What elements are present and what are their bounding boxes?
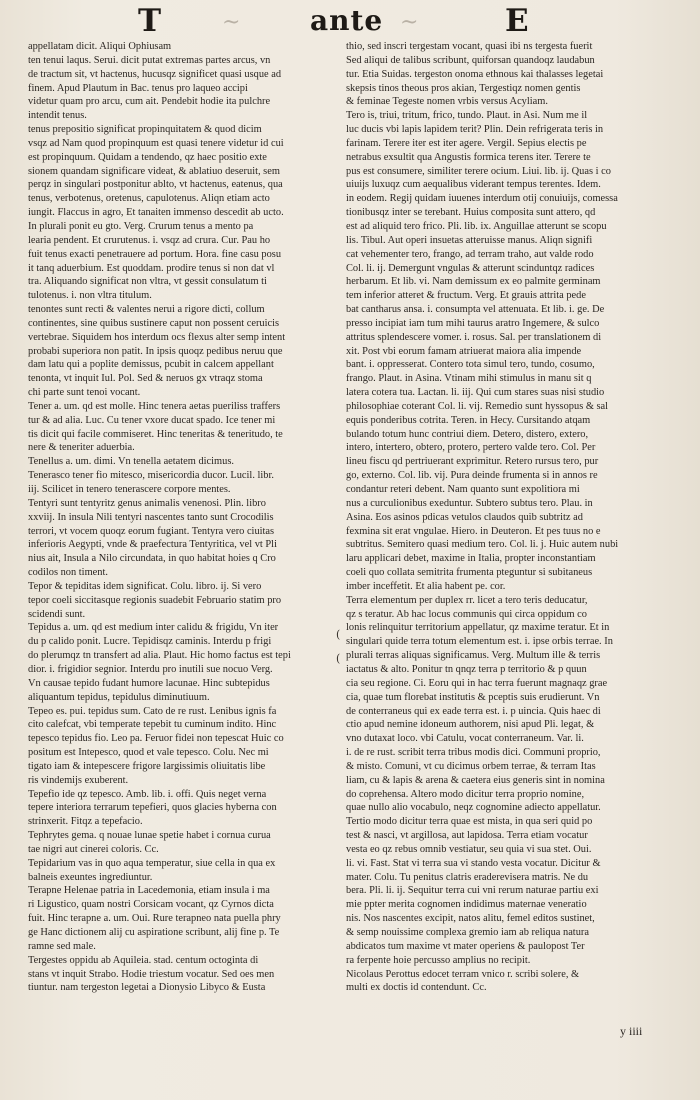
text-line: Tepeo es. pui. tepidus sum. Cato de re rust. Lenibus ignis fa bbox=[28, 705, 277, 717]
text-line: thio, sed inscri tergestam vocant, quasi ibi ns tergesta fuerit bbox=[346, 41, 593, 52]
text-line: plurali terras aliquas significamus. Verg. Multum ille & terris bbox=[346, 650, 601, 662]
text-line: cia, quae tum florebat institutis & pceptis suis erudierunt. Vn bbox=[346, 691, 600, 703]
text-line: tiuntur. nam tergeston legetai a Dionysio Libyco & Eusta bbox=[28, 982, 266, 994]
text-line: test & nasci, vt argillosa, aut lapidosa. Terra etiam vocatur bbox=[346, 830, 588, 842]
text-line: uiuijs luxuqz cum aequalibus viderant tempus terentes. Idem. bbox=[346, 179, 601, 191]
text-line: Terra elementum per duplex rr. licet a tero teris deducatur, bbox=[346, 594, 588, 606]
text-line: tis dicit qui facile commiseret. Hinc teneritas & teneritudo, te bbox=[28, 428, 283, 440]
text-line: condantur reteri debent. Nam quanto sunt expolitiora mi bbox=[346, 484, 580, 495]
text-line: & misto. Comuni, vt cu dicimus orbem terrae, & terram Itas bbox=[346, 760, 596, 772]
text-line: lineu fiscu qd pertriuerant exprimitur. Retero rursus tero, pur bbox=[346, 456, 599, 468]
text-line: bant. i. oppresserat. Contero tota simul tero, tundo, cosumo, bbox=[346, 359, 595, 371]
text-line: Nicolaus Perottus edocet terram vnico r. scribi solere, & bbox=[346, 968, 580, 980]
text-line: perqz in singulari postponitur ablto, vt hactenus, eatenus, qua bbox=[28, 179, 283, 191]
running-head-left-initial: T bbox=[138, 3, 162, 39]
folio-signature: y iiii bbox=[620, 1024, 643, 1038]
text-line: qz s teratur. Ab hac locus communis qui circa oppidum co bbox=[346, 608, 587, 620]
text-line: tepere interiora terrarum tepefieri, quos glacies hyberna con bbox=[28, 802, 277, 814]
text-line: videtur quam pro arcu, cum ait. Pendebit hodie ita pulchre bbox=[28, 96, 271, 108]
text-line: frango. Plaut. in Asina. Vtinam mihi stimulus in manu sit q bbox=[346, 373, 592, 385]
text-line: Col. li. ij. Demergunt vngulas & atterunt scinduntqz radices bbox=[346, 262, 595, 274]
text-line: vno dutaxat loco. vbi Catulu, vocat conterraneum. Var. li. bbox=[346, 733, 584, 745]
text-line: in eodem. Regij quidam iuuenes interdum otij conuiuijs, comessa bbox=[346, 193, 618, 205]
running-head bbox=[0, 4, 700, 40]
text-line: & feminae Tegeste nomen vrbis versus Acyliam. bbox=[346, 96, 548, 108]
text-line: Tepidus a. um. qd est medium inter calidu & frigidu, Vn iter bbox=[28, 622, 279, 634]
text-line: codilos non timent. bbox=[28, 567, 108, 579]
text-line: de conterraneus qui ex eade terra est. i. p uincia. Quis haec di bbox=[346, 705, 601, 717]
text-line: tepor coeli siccitasque regionis suadebit Februario statim pro bbox=[28, 594, 282, 606]
text-line: singulari quide terra totum elementum est. i. ipse orbis terrae. In bbox=[346, 636, 613, 648]
text-line: tionibusqz inter se terebant. Huius composita sunt attero, qd bbox=[346, 207, 596, 219]
text-line: Terapne Helenae patria in Lacedemonia, etiam insula i ma bbox=[28, 885, 270, 897]
text-line: fuit. Hinc terapne a. um. Oui. Rure terapneo nata puella phry bbox=[28, 913, 281, 925]
text-line: scidendi sunt. bbox=[28, 608, 86, 620]
text-line: tur. Etia Suidas. tergeston onoma ethnous kai thalasses legetai bbox=[346, 68, 604, 80]
text-line: iij. Scilicet in tenero tenerascere corpore mentes. bbox=[28, 484, 231, 495]
text-line: Tepefio ide qz tepesco. Amb. lib. i. offi. Quis neget verna bbox=[28, 788, 267, 800]
text-line: skepsis tinos theous pros akian, Tergestiqz nomen gentis bbox=[346, 82, 581, 94]
text-line: Tephrytes gema. q nouae lunae spetie habet i cornua curua bbox=[28, 830, 271, 842]
text-line: finem. Apud Plautum in Bac. tenus pro laqueo accipi bbox=[28, 82, 248, 94]
text-line: lonis relinquitur territorium appellatur, qz maxime teratur. Et in bbox=[346, 622, 610, 634]
text-line: probabi superiora non patit. In ipsis quoqz pedibus neruu que bbox=[28, 345, 283, 357]
text-line: dam latu qui a poplite demissus, pcubit in calcem appellant bbox=[28, 359, 274, 371]
text-line: quae nullo alio vocabulo, neqz cognomine adiecto appellatur. bbox=[346, 802, 601, 814]
text-line: Sed aliqui de talibus scribunt, quiforsan quandoqz laudabun bbox=[346, 54, 595, 66]
text-line: lis. Tibul. Aut operi insuetas atteruisse manus. Aliqn signifi bbox=[346, 234, 593, 246]
text-line: learia pendent. Et crurutenus. i. vsqz ad crura. Cur. Pau ho bbox=[28, 234, 271, 246]
text-line: netrabus exsultit qua Angustis formica terens iter. Terere te bbox=[346, 151, 591, 163]
text-line: aliquantum tepidus, tepidulus diminutiuum. bbox=[28, 691, 210, 703]
text-line: Tertio modo dicitur terra quae est mista, in qua seri quid po bbox=[346, 816, 593, 828]
text-line: fexmina sit erat vngulae. Hiero. in Deuteron. Et pes tuus no e bbox=[346, 525, 601, 537]
text-line: xxviij. In insula Nili tentyri nascentes tanto sunt Crocodilis bbox=[28, 511, 274, 523]
running-head-word: ante bbox=[310, 4, 384, 37]
text-line: tenonta, vt inquit Iul. Pol. Sed & neruos gx vtraqz stoma bbox=[28, 373, 263, 385]
text-line: inferioris Aegypti, vnde & praefectura Tentyritica, vel vt Pli bbox=[28, 539, 277, 551]
text-line: Tero is, triui, tritum, frico, tundo. Plaut. in Asi. Num me il bbox=[346, 110, 588, 122]
text-line: Tenellus a. um. dimi. Vn tenella aetatem dicimus. bbox=[28, 456, 234, 468]
text-line: intero, intertero, obtero, protero, pertero valde tero. Col. Per bbox=[346, 442, 596, 454]
text-line: vesta eo qz rebus omnib vestiatur, seu quia vi sua stet. Oui. bbox=[346, 843, 592, 855]
text-line: laru applicari debet, maxime in Italia, propter inconstantiam bbox=[346, 553, 596, 565]
left-text-column bbox=[28, 40, 334, 995]
text-line: continentes, sine quibus sustinere caput non possent ceruicis bbox=[28, 317, 280, 329]
text-line: bat cantharus ansa. i. consumpta vel attenuata. Et lib. i. ge. De bbox=[346, 304, 605, 316]
text-line: abdicatos tum maxime vt mater operiens & paulopost Ter bbox=[346, 940, 585, 952]
text-line: tae nigri aut cinerei coloris. Cc. bbox=[28, 843, 159, 855]
text-line: mater. Colu. Tu penitus clatris eraderevisera matris. Ne du bbox=[346, 871, 589, 883]
margin-bracket-mark: ( bbox=[336, 652, 341, 665]
text-line: herbarum. Et lib. vi. Nam demissum ex eo palmite germinam bbox=[346, 276, 601, 288]
text-line: chi parte sunt tenoi vocant. bbox=[28, 387, 141, 399]
text-line: balneis exeuntes ingrediuntur. bbox=[28, 871, 153, 883]
text-line: bulando totum hunc contriui diem. Detero, distero, extero, bbox=[346, 428, 589, 440]
text-line: nere & teneriter aduerbia. bbox=[28, 442, 135, 454]
text-line: latera cotera tua. Lactan. li. iij. Qui cum stares suas nisi studio bbox=[346, 387, 605, 399]
text-line: tenus prepositio significat propinquitatem & quod dicim bbox=[28, 124, 262, 136]
text-line: luc ducis vbi lapis lapidem terit? Plin. Dein refrigerata teris in bbox=[346, 124, 604, 136]
text-line: equis ponderibus cotrita. Teren. in Hecy. Cursitando atqam bbox=[346, 414, 591, 426]
text-line: cat vehementer tero, frango, ad terram traho, aut valde rodo bbox=[346, 248, 594, 260]
text-line: ri Ligustico, quam nostri Corsicam vocant, qz Cyrnos dicta bbox=[28, 899, 274, 911]
text-line: mie ppter merita cognomen indidimus maternae veneratio bbox=[346, 899, 587, 911]
text-line: i. de re rust. scribit terra tribus modis dici. Communi proprio, bbox=[346, 747, 601, 759]
text-line: cia seu regione. Ci. Eoru qui in hac terra fuerunt magnaqz grae bbox=[346, 677, 608, 689]
text-line: tulotenus. i. non vltra titulum. bbox=[28, 290, 152, 302]
text-line: attritus splendescere vomer. i. rosus. Sal. per translationem di bbox=[346, 331, 602, 343]
text-line: do coprehensa. Altero modo dicitur terra proprio nomine, bbox=[346, 788, 585, 800]
text-line: multi ex doctis id contendunt. Cc. bbox=[346, 982, 487, 994]
text-line: xit. Post vbi eorum famam atriuerat maiora alia impende bbox=[346, 345, 582, 357]
text-line: Tentyri sunt tentyritz genus animalis venenosi. Plin. libro bbox=[28, 497, 266, 509]
text-line: est propinquum. Quidam a tendendo, qz haec positio exte bbox=[28, 151, 267, 163]
text-line: du p calido ponit. Lucre. Tepidisqz caminis. Interdu p frigi bbox=[28, 636, 272, 648]
text-line: strinxerit. Fitqz a tepefacio. bbox=[28, 816, 143, 828]
text-line: Tener a. um. qd est molle. Hinc tenera aetas pueriliss traffers bbox=[28, 400, 281, 412]
text-line: cito calefcat, vbi temperate tepebit tu cuminum indito. Hinc bbox=[28, 719, 277, 731]
text-line: tem inferior atteret & fructum. Verg. Et grauis attrita pede bbox=[346, 290, 586, 302]
text-line: pus est consumere, similiter terere ocium. Liui. lib. ij. Quas i co bbox=[346, 165, 611, 177]
text-line: stans vt inquit Strabo. Hodie triestum vocatur. Sed oes men bbox=[28, 968, 275, 980]
text-line: nius ait, Insula a Nilo circundata, in quo habitat hoies q Cro bbox=[28, 553, 276, 565]
text-line: ge Hanc dictionem alij cu aspiratione scribunt, alij fine p. Te bbox=[28, 927, 280, 938]
right-text-column bbox=[346, 40, 656, 995]
text-line: est ad aliquid tero frico. Pli. lib. ix. Anguillae atterunt se scopu bbox=[346, 220, 607, 232]
text-line: terrori, vt vocem quoqz eorum fugiant. Tentyra vero ciuitas bbox=[28, 525, 275, 537]
text-line: vsqz ad Nam quod propinquum est quasi tenere videtur id cui bbox=[28, 137, 284, 149]
text-line: ctio apud nemine idoneum authorem, nisi apud Pli. legat, & bbox=[346, 719, 595, 731]
text-line: tigato iam & intepescere frigore largissimis oliuitatis libe bbox=[28, 760, 266, 772]
text-line: dior. i. frigidior segnior. Interdu pro inutili sue nocuo Verg. bbox=[28, 663, 273, 675]
text-line: ramne sed male. bbox=[28, 940, 96, 952]
text-line: ten tenui laqus. Serui. dicit putat extremas partes arcus, vn bbox=[28, 54, 271, 66]
running-head-right-initial: E bbox=[505, 3, 529, 39]
text-line: ra ferpente hoie percusso amplius no recipit. bbox=[346, 954, 531, 966]
text-line: presso incipiat iam tum mihi taurus aratro Ingemere, & sulco bbox=[346, 317, 600, 329]
text-line: Tepidarium vas in quo aqua temperatur, siue cella in qua ex bbox=[28, 857, 276, 869]
text-line: Asina. Eos asinos pdicas vetulos claudos quib subtritz ad bbox=[346, 511, 583, 523]
text-line: tenontes sunt recti & valentes nerui a rigore dicti, collum bbox=[28, 304, 265, 316]
text-line: go, externo. Col. lib. vij. Pura deinde frumenta si in annos re bbox=[346, 470, 598, 482]
text-line: ris vindemijs exuberent. bbox=[28, 774, 129, 786]
text-line: nus a curculionibus exeduntur. Subtero subtus tero. Plau. in bbox=[346, 497, 593, 509]
text-line: Tergestes oppidu ab Aquileia. stad. centum octoginta di bbox=[28, 954, 259, 966]
text-line: & semp nouissime complexa gremio iam ab reliqua natura bbox=[346, 927, 589, 938]
text-line: philosophiae coterant Col. li. vij. Remedio sunt hyssopus & sal bbox=[346, 400, 609, 412]
text-line: liam, cu & lapis & arena & caetera eius generis sint in nomina bbox=[346, 774, 605, 786]
text-line: de tractum sit, vt hactenus, hucusqz significet quasi usque ad bbox=[28, 68, 282, 80]
text-line: coeli quo collata semitrita frumenta pteguntur si subitaneus bbox=[346, 567, 593, 579]
text-line: farinam. Terere iter est iter agere. Vergil. Sepius electis pe bbox=[346, 137, 587, 149]
margin-bracket-mark: ( bbox=[336, 628, 341, 641]
text-line: tenus, verbotenus, oretenus, capulotenus. Aliqn etiam acto bbox=[28, 193, 270, 205]
text-line: Vn causae tepido fudant humore lacunae. Hinc subtepidus bbox=[28, 677, 270, 689]
text-line: sionem quandam significare videat, & ablatiuo deseruit, sem bbox=[28, 165, 280, 177]
text-line: intendit tenus. bbox=[28, 110, 87, 122]
text-line: In plurali ponit eu gto. Verg. Crurum tenus a mento pa bbox=[28, 220, 254, 232]
text-line: subtritus. Semitero quasi medium tero. Col. li. j. Huic autem nubi bbox=[346, 539, 619, 551]
text-line: iungit. Flaccus in agro, Et tanaiten immenso descedit ab ucto. bbox=[28, 207, 284, 219]
text-line: it tanq aduerbium. Est quoddam. prodire tenus si non dat vl bbox=[28, 262, 275, 274]
text-line: positum est Intepesco, quod et vale tepesco. Colu. Nec mi bbox=[28, 747, 269, 759]
bleed-through-mark: ~ bbox=[222, 10, 241, 35]
text-line: tur & ad alia. Luc. Cu tener vxore ducat spado. Ice tener mi bbox=[28, 414, 276, 426]
text-line: Tenerasco tener fio mitesco, misericordia ducor. Lucil. libr. bbox=[28, 470, 274, 482]
text-line: appellatam dicit. Aliqui Ophiusam bbox=[28, 41, 172, 52]
text-line: Tepor & tepiditas idem significat. Colu. libro. ij. Si vero bbox=[28, 580, 262, 592]
text-line: nis. Nos nascentes excipit, natos alitu, femel editos sustinet, bbox=[346, 913, 595, 925]
text-line: iactatus & alto. Ponitur tn qnqz terra p territorio & p quun bbox=[346, 663, 587, 675]
text-line: tra. Aliquando significat non vltra, vt gessit consulatum ti bbox=[28, 276, 267, 288]
text-line: imber inceffetit. Et alia habent pe. cor. bbox=[346, 580, 506, 592]
text-line: fuit tenus exacti penetrauere ad portum. Hora. fine casu posu bbox=[28, 248, 282, 260]
bleed-through-mark: ~ bbox=[400, 10, 419, 35]
text-line: li. vi. Fast. Stat vi terra sua vi stando vesta vocatur. Dicitur & bbox=[346, 857, 601, 869]
text-line: bera. Pli. li. ij. Sequitur terra cui vni rerum naturae partiu exi bbox=[346, 885, 599, 897]
text-line: do plerumqz tn transfert ad alia. Plaut. Hic homo factus est tepi bbox=[28, 650, 291, 662]
text-line: tepesco tepidus fio. Leo pa. Feruor fidei non tepescat Huic co bbox=[28, 733, 284, 745]
text-line: vertebrae. Siquidem hos interdum ocs flexus alter semp intent bbox=[28, 331, 286, 343]
